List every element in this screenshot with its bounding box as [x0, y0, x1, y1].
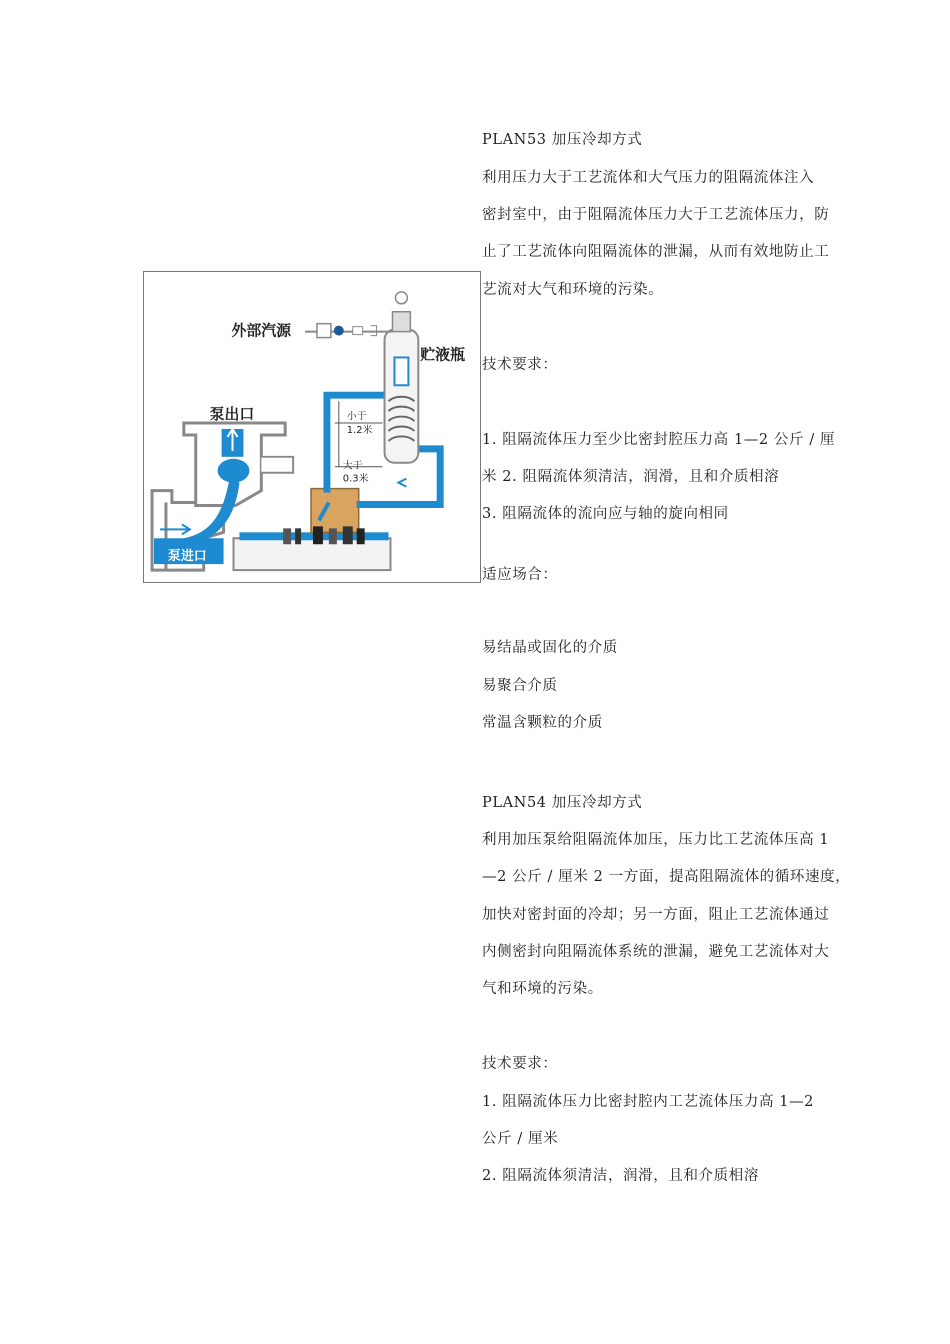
plan53-diagram	[143, 271, 481, 583]
reservoir-label: 贮液瓶	[420, 345, 465, 364]
seal-gland	[311, 489, 359, 533]
paragraph-line: 内侧密封向阻隔流体系统的泄漏，避免工艺流体对大	[482, 944, 830, 960]
requirement-line: 2. 阻隔流体须清洁，润滑，且和介质相溶	[482, 1168, 759, 1184]
requirement-line: 3. 阻隔流体的流向应与轴的旋向相同	[482, 506, 729, 522]
paragraph-line: 密封室中，由于阻隔流体压力大于工艺流体压力，防	[482, 207, 830, 223]
application-item: 易聚合介质	[482, 678, 558, 694]
return-arrow-icon	[398, 479, 406, 487]
requirement-line: 公斤 / 厘米	[482, 1131, 559, 1147]
external-steam-label: 外部汽源	[231, 321, 292, 340]
plan54-heading: PLAN54 加压冷却方式	[482, 795, 643, 811]
applications-heading: 适应场合：	[482, 567, 558, 583]
requirement-line: 1. 阻隔流体压力至少比密封腔压力高 1—2 公斤 / 厘	[482, 432, 836, 448]
paragraph-line: 艺流对大气和环境的污染。	[482, 282, 664, 298]
pressure-valve	[392, 312, 410, 332]
application-item: 易结晶或固化的介质	[482, 640, 618, 656]
paragraph-line: 利用加压泵给阻隔流体加压，压力比工艺流体压高 1	[482, 832, 830, 848]
pressure-gauge-icon	[395, 292, 407, 304]
plan53-heading: PLAN53 加压冷却方式	[482, 132, 643, 148]
paragraph-line: 利用压力大于工艺流体和大气压力的阻隔流体注入	[482, 170, 815, 186]
seal-flush-diagram	[144, 272, 480, 582]
sight-glass	[394, 357, 408, 385]
paragraph-line: 气和环境的污染。	[482, 981, 603, 997]
paragraph-line: 加快对密封面的冷却；另一方面，阻止工艺流体通过	[482, 907, 830, 923]
pump-outlet-label: 泵出口	[209, 405, 255, 424]
impeller	[218, 459, 250, 483]
requirement-line: 1. 阻隔流体压力比密封腔内工艺流体压力高 1—2	[482, 1094, 815, 1110]
seal-housing	[234, 538, 391, 570]
requirement-line: 米 2. 阻隔流体须清洁，润滑，且和介质相溶	[482, 469, 780, 485]
steam-valve-icon	[334, 326, 344, 336]
paragraph-line: 止了工艺流体向阻隔流体的泄漏，从而有效地防止工	[482, 244, 830, 260]
tech-requirements-heading: 技术要求：	[482, 357, 558, 373]
tech-requirements-heading: 技术要求：	[482, 1056, 558, 1072]
greater-than-value: 0.3米	[342, 473, 369, 485]
paragraph-line: —2 公斤 / 厘米 2 一方面，提高阻隔流体的循环速度，	[482, 869, 851, 885]
less-than-label: 小于	[346, 411, 367, 423]
pump-inlet-label: 泵进口	[167, 549, 207, 565]
application-item: 常温含颗粒的介质	[482, 715, 603, 731]
greater-than-label: 大于	[342, 460, 363, 472]
less-than-value: 1.2米	[346, 424, 373, 436]
